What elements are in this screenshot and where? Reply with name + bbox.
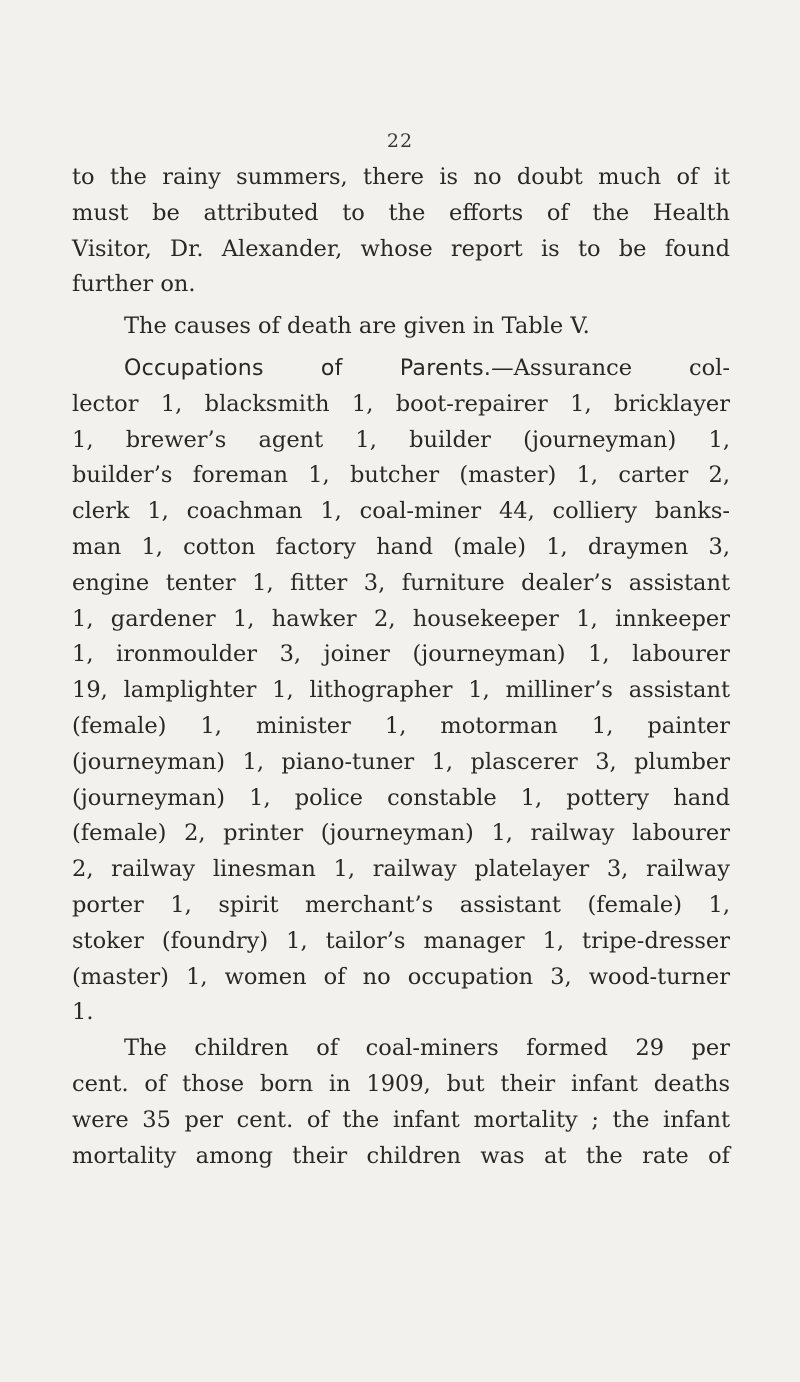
text-line: 1, gardener 1, hawker 2, housekeeper 1, innkeeper [72,605,730,632]
text-line: (female) 1, minister 1, motorman 1, painter [72,712,730,739]
text-line: 1, brewer’s agent 1, builder (journeyman) 1, [72,426,730,453]
text-line: The children of coal-miners formed 29 per [124,1035,730,1062]
text-line: (master) 1, women of no occupation 3, wood-turner [72,963,730,990]
text-line: mortality among their children was at the rate of [72,1142,730,1169]
text-line: builder’s foreman 1, butcher (master) 1, carter 2, [72,462,730,489]
text-line: stoker (foundry) 1, tailor’s manager 1, tripe-dresser [72,927,730,954]
text-line: 2, railway linesman 1, railway platelayer 3, railway [72,856,730,883]
text-line: must be attributed to the efforts of the Health [72,199,730,226]
paragraph-4 [72,1031,730,1174]
text-line: man 1, cotton factory hand (male) 1, draymen 3, [72,533,730,560]
text-line: cent. of those born in 1909, but their infant deaths [72,1070,730,1097]
text-line: further on. [72,271,196,298]
text-line: lector 1, blacksmith 1, boot-repairer 1, bricklayer [72,390,730,417]
text-line: engine tenter 1, fitter 3, furniture dealer’s assistant [72,569,730,596]
body-text [72,160,730,1174]
text-line: (journeyman) 1, piano-tuner 1, plascerer 3, plumber [72,748,730,775]
text-line: (journeyman) 1, police constable 1, pottery hand [72,784,730,811]
text-line: porter 1, spirit merchant’s assistant (female) 1, [72,891,730,918]
text-line: 1, ironmoulder 3, joiner (journeyman) 1, labourer [72,641,730,668]
page-number: 22 [386,130,414,152]
text-line-with-heading [72,351,730,387]
text-line: (female) 2, printer (journeyman) 1, railway labourer [72,820,730,847]
text-line: 19, lamplighter 1, lithographer 1, milliner’s assistant [72,677,730,704]
text-line: to the rainy summers, there is no doubt much of it [72,164,730,190]
text-line: 1. [72,999,94,1026]
text-line: The causes of death are given in Table V. [124,313,590,340]
paragraph-3 [72,351,730,1031]
text-line: clerk 1, coachman 1, coal-miner 44, colliery banks- [72,498,730,525]
text-line: were 35 per cent. of the infant mortality ; the infant [72,1106,730,1133]
heading-continuation: —Assurance col- [491,354,730,381]
section-heading: Occupations of Parents. [124,355,492,381]
text-line: Visitor, Dr. Alexander, whose report is to be found [72,235,730,262]
paragraph-1 [72,160,730,303]
paragraph-2 [72,309,730,345]
